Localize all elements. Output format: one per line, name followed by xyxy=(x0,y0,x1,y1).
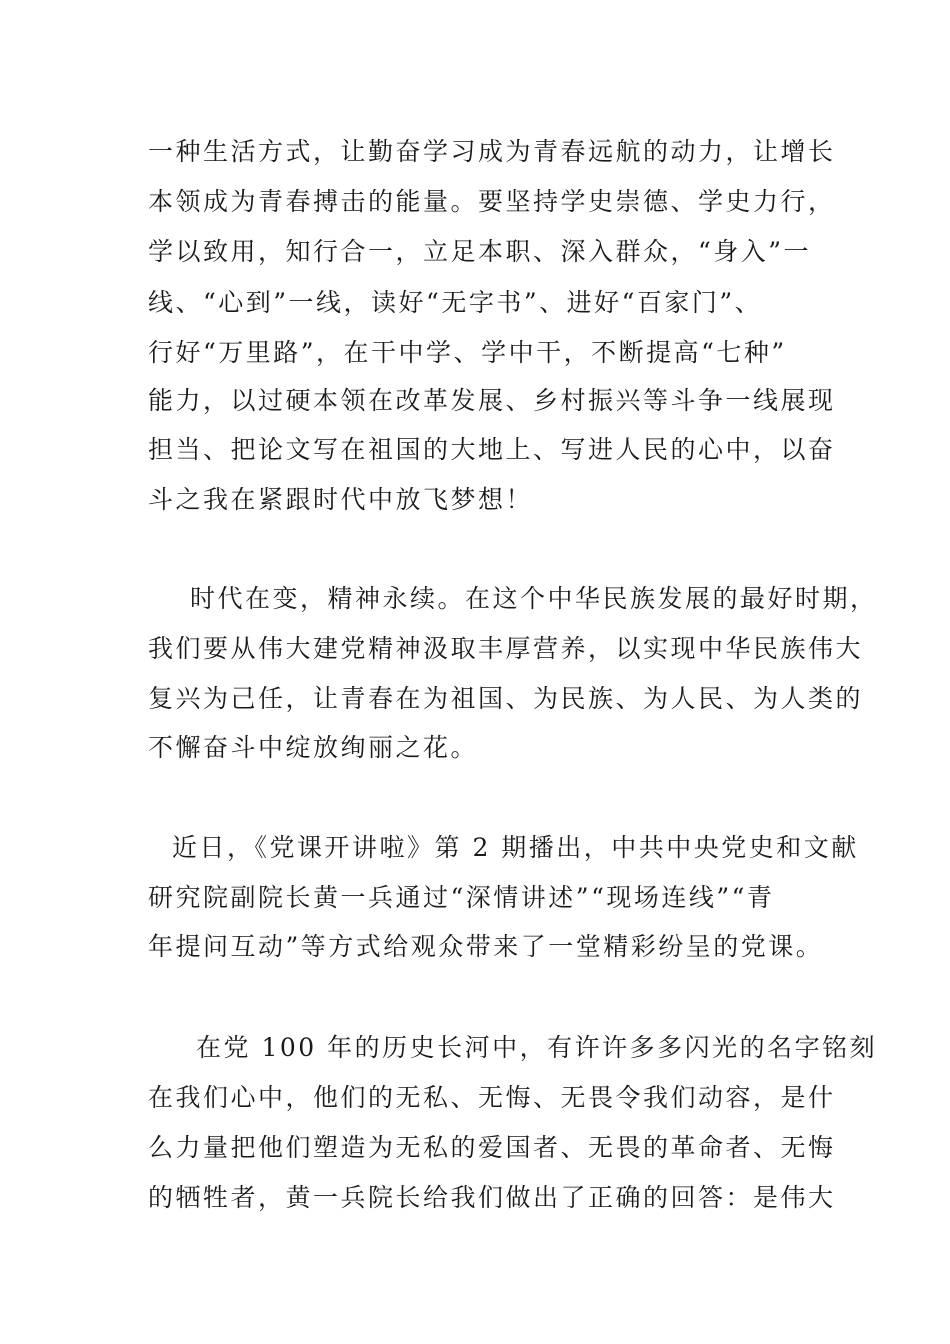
paragraph-4-line-3: 么力量把他们塑造为无私的爱国者、无畏的革命者、无悔 xyxy=(148,1133,836,1162)
paragraph-1-line-7: 担当、把论文写在祖国的大地上、写进人民的心中，以奋 xyxy=(148,435,836,464)
paragraph-1-line-3: 学以致用，知行合一，立足本职、深入群众，“身入”一 xyxy=(148,237,812,266)
paragraph-2-line-3: 复兴为己任，让青春在为祖国、为民族、为人民、为人类的 xyxy=(148,684,864,713)
paragraph-1-line-6: 能力，以过硬本领在改革发展、乡村振兴等斗争一线展现 xyxy=(148,386,836,415)
paragraph-1-line-1: 一种生活方式，让勤奋学习成为青春远航的动力，让增长 xyxy=(148,137,836,166)
paragraph-2-line-4: 不懈奋斗中绽放绚丽之花。 xyxy=(148,733,479,762)
paragraph-3-line-1: 近日，《党课开讲啦》第 2 期播出，中共中央党史和文献 xyxy=(172,833,859,862)
paragraph-4-line-2: 在我们心中，他们的无私、无悔、无畏令我们动容，是什 xyxy=(148,1083,836,1112)
paragraph-1-line-4: 线、“心到”一线，读好“无字书”、进好“百家门”、 xyxy=(148,288,763,317)
paragraph-2-line-2: 我们要从伟大建党精神汲取丰厚营养，以实现中华民族伟大 xyxy=(148,634,864,663)
paragraph-4-line-4: 的牺牲者，黄一兵院长给我们做出了正确的回答：是伟大 xyxy=(148,1183,836,1212)
paragraph-4-line-1: 在党 100 年的历史长河中，有许许多多闪光的名字铭刻 xyxy=(196,1033,878,1062)
paragraph-3-line-2: 研究院副院长黄一兵通过“深情讲述”“现场连线”“青 xyxy=(148,883,775,912)
paragraph-3-line-3: 年提问互动”等方式给观众带来了一堂精彩纷呈的党课。 xyxy=(148,932,824,961)
paragraph-1-line-5: 行好“万里路”，在干中学、学中干，不断提高“七种” xyxy=(148,338,787,367)
paragraph-2-line-1: 时代在变，精神永续。在这个中华民族发展的最好时期， xyxy=(190,584,878,613)
paragraph-1-line-2: 本领成为青春搏击的能量。要坚持学史崇德、学史力行， xyxy=(148,187,836,216)
paragraph-1-line-8: 斗之我在紧跟时代中放飞梦想！ xyxy=(148,485,534,514)
